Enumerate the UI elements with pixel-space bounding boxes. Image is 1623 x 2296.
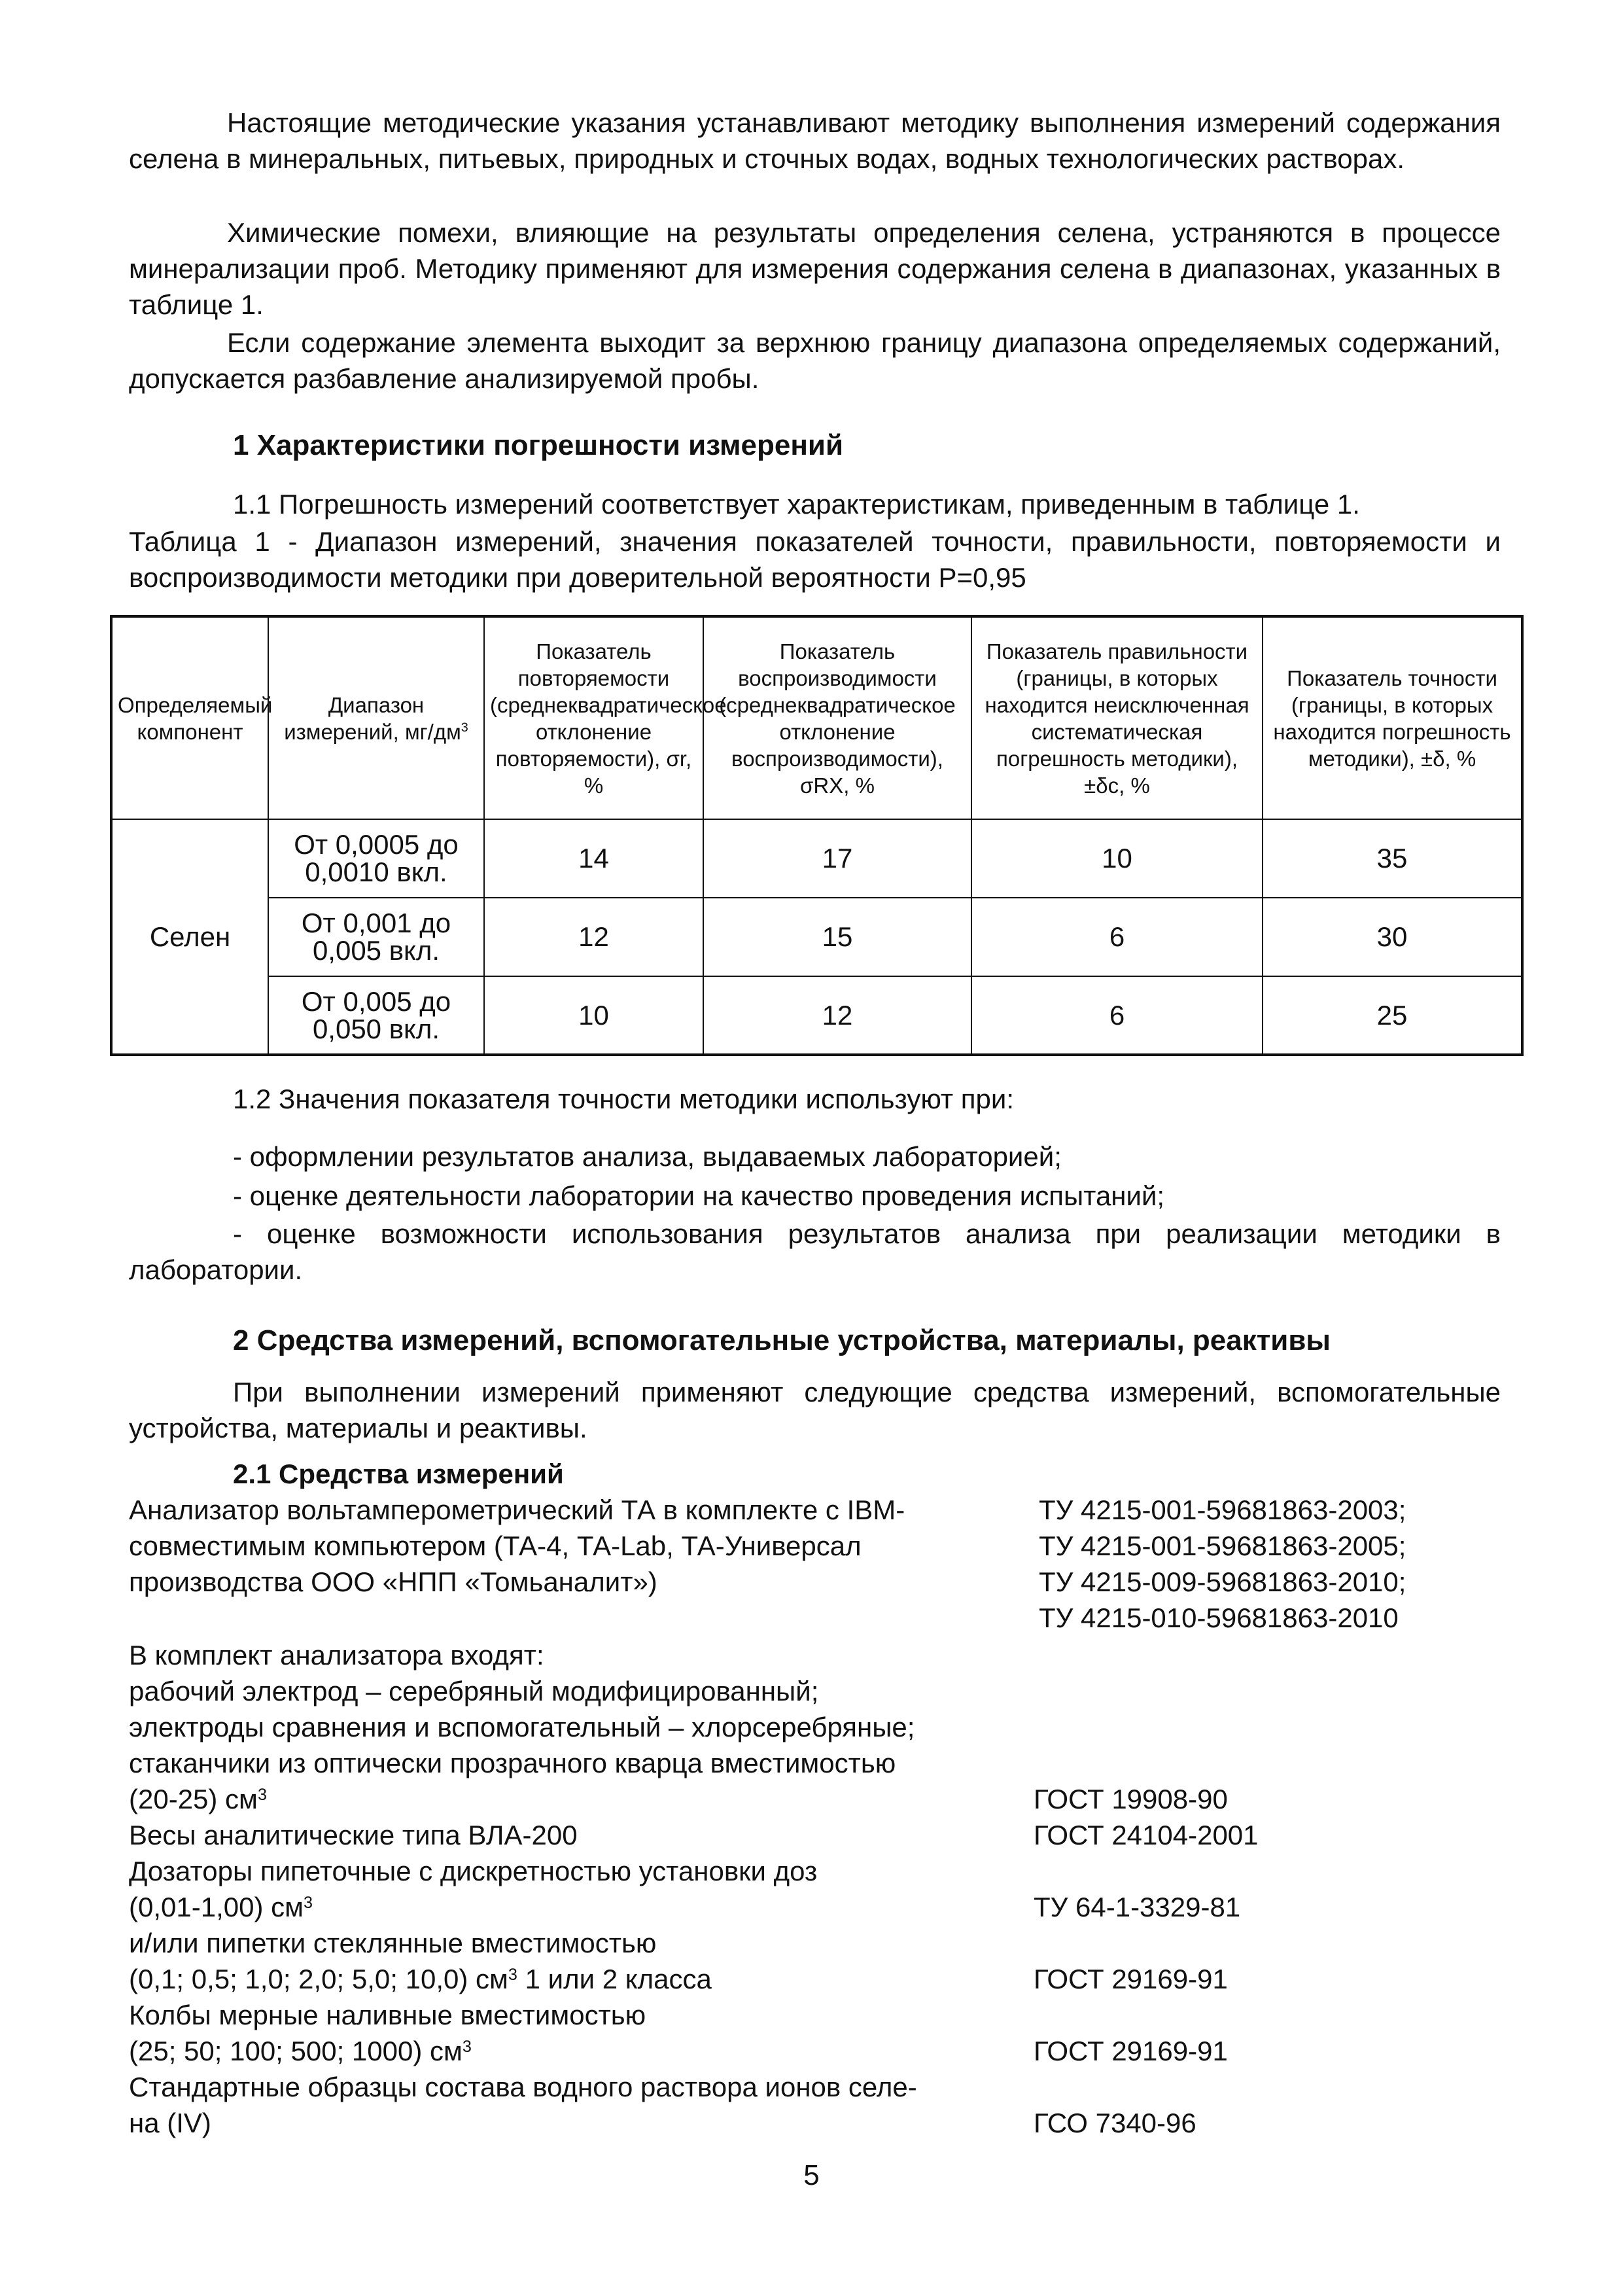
analyzer-specs: ТУ 4215-001-59681863-2003; ТУ 4215-001-59681863-2005; ТУ 4215-009-59681863-2010; ТУ 4215-010-59681863-2010 <box>1039 1494 1406 1633</box>
cell-range: От 0,001 до 0,005 вкл. <box>268 898 484 976</box>
pipettes-item: и/или пипетки стеклянные вместимостью <box>129 1928 657 1958</box>
flasks-volume: (25; 50; 100; 500; 1000) $см^3$ <box>129 2036 472 2066</box>
header-reproducibility: Показатель воспроизводимости (среднеквадратическое отклонение воспроизводимости), σRX, % <box>703 616 971 819</box>
header-component: Определяемый компонент <box>111 616 268 819</box>
scales-item: Весы аналитические типа ВЛА-200 <box>129 1820 578 1850</box>
page-number: 5 <box>803 2159 820 2191</box>
cell-range: От 0,005 до 0,050 вкл. <box>268 976 484 1055</box>
cell-correctness: 10 <box>971 819 1263 898</box>
flasks-spec: ГОСТ 29169-91 <box>1034 2036 1228 2066</box>
header-accuracy: Показатель точности (границы, в которых находится погрешность методики), ±δ, % <box>1263 616 1522 819</box>
cell-accuracy: 25 <box>1263 976 1522 1055</box>
cell-reproducibility: 15 <box>703 898 971 976</box>
kit-item: стаканчики из оптически прозрачного кварца вместимостью <box>129 1748 896 1778</box>
table-row <box>111 898 1522 976</box>
cell-component: Селен <box>111 819 268 1055</box>
flasks-item: Колбы мерные наливные вместимостью <box>129 2000 646 2030</box>
cell-accuracy: 30 <box>1263 898 1522 976</box>
cell-accuracy: 35 <box>1263 819 1522 898</box>
analyzer-description: Анализатор вольтамперометрический ТА в комплекте с IBM- совместимым компьютером (ТА-4, ТА-Lab, ТА-Универсал производства ООО «НПП «Томьаналит») <box>129 1494 905 1597</box>
section-2-title: 2 Средства измерений, вспомогательные устройства, материалы, реактивы <box>233 1324 1331 1356</box>
kit-item: электроды сравнения и вспомогательный – хлорсеребряные; <box>129 1712 915 1742</box>
standards-item-cont: на (IV) <box>129 2108 211 2138</box>
standards-spec: ГСО 7340-96 <box>1034 2108 1196 2138</box>
table-row <box>111 976 1522 1055</box>
cell-repeatability: 14 <box>484 819 703 898</box>
list-item: - оценке возможности использования результатов анализа при реализации методики в лаборатории. <box>129 1218 1501 1285</box>
cell-correctness: 6 <box>971 976 1263 1055</box>
paragraph-1-2: 1.2 Значения показателя точности методики используют при: <box>233 1084 1015 1114</box>
header-correctness: Показатель правильности (границы, в которых находится неисключенная систематическая погрешность методики), ±δc, % <box>971 616 1263 819</box>
cell-repeatability: 10 <box>484 976 703 1055</box>
list-item: - оформлении результатов анализа, выдаваемых лабораторией; <box>233 1141 1062 1172</box>
dosers-spec: ТУ 64-1-3329-81 <box>1034 1892 1241 1922</box>
list-item: - оценке деятельности лаборатории на качество проведения испытаний; <box>233 1180 1165 1211</box>
cell-repeatability: 12 <box>484 898 703 976</box>
cell-correctness: 6 <box>971 898 1263 976</box>
kit-item: рабочий электрод – серебряный модифицированный; <box>129 1676 819 1706</box>
cell-reproducibility: 12 <box>703 976 971 1055</box>
pipettes-volume: (0,1; 0,5; 1,0; 2,0; 5,0; 10,0) $см^3$ 1 или 2 класса <box>129 1964 712 1994</box>
pipettes-spec: ГОСТ 29169-91 <box>1034 1964 1228 1994</box>
cups-spec: ГОСТ 19908-90 <box>1034 1784 1228 1814</box>
table-1 <box>110 615 1524 1056</box>
kit-title: В комплект анализатора входят: <box>129 1640 544 1670</box>
intro-paragraph-1: Настоящие методические указания устанавливают методику выполнения измерений содержания селена в минеральных, питьевых, природных и сточных водах, водных технологических растворах. <box>129 107 1501 174</box>
cups-volume: (20-25) $см^3$ <box>129 1784 267 1814</box>
intro-paragraph-3: Если содержание элемента выходит за верхнюю границу диапазона определяемых содержаний, допускается разбавление анализируемой пробы. <box>129 327 1501 394</box>
paragraph-1-1: 1.1 Погрешность измерений соответствует характеристикам, приведенным в таблице 1. <box>233 489 1360 520</box>
table-header-row <box>111 616 1522 819</box>
header-repeatability: Показатель повторяемости (среднеквадратическое отклонение повторяемости), σr, % <box>484 616 703 819</box>
section-1-title: 1 Характеристики погрешности измерений <box>233 429 844 461</box>
dosers-item: Дозаторы пипеточные с дискретностью установки доз <box>129 1856 818 1886</box>
subsection-2-1-title: 2.1 Средства измерений <box>233 1458 564 1489</box>
standards-item: Стандартные образцы состава водного раствора ионов селе- <box>129 2072 917 2102</box>
section-2-intro: При выполнении измерений применяют следующие средства измерений, вспомогательные устройства, материалы и реактивы. <box>129 1377 1501 1443</box>
scales-spec: ГОСТ 24104-2001 <box>1034 1820 1259 1850</box>
dosers-volume: (0,01-1,00) $см^3$ <box>129 1892 313 1922</box>
header-range: Диапазон измерений, $мг/дм^3$ <box>268 616 484 819</box>
intro-paragraph-2: Химические помехи, влияющие на результаты определения селена, устраняются в процессе минерализации проб. Методику применяют для измерения содержания селена в диапазонах, указанных в таблице 1. <box>129 217 1501 320</box>
cell-range: От 0,0005 до 0,0010 вкл. <box>268 819 484 898</box>
table-row <box>111 819 1522 898</box>
cell-reproducibility: 17 <box>703 819 971 898</box>
table-caption: Таблица 1 - Диапазон измерений, значения показателей точности, правильности, повторяемости и воспроизводимости методики при доверительной вероятности Р=0,95 <box>129 526 1501 593</box>
